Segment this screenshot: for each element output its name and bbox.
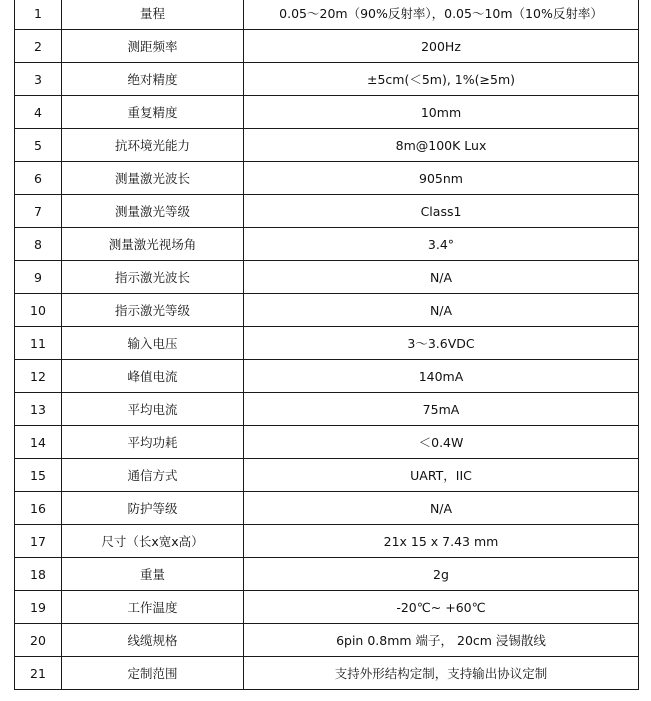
table-row bbox=[15, 96, 639, 129]
table-row bbox=[15, 657, 639, 690]
spec-item: 平均电流 bbox=[62, 393, 244, 426]
spec-value: 6pin 0.8mm 端子， 20cm 浸锡散线 bbox=[244, 624, 639, 657]
spec-value: 140mA bbox=[244, 360, 639, 393]
row-number: 12 bbox=[15, 360, 62, 393]
row-number: 17 bbox=[15, 525, 62, 558]
spec-item: 定制范围 bbox=[62, 657, 244, 690]
spec-item: 指示激光等级 bbox=[62, 294, 244, 327]
spec-value: 3～3.6VDC bbox=[244, 327, 639, 360]
row-number: 15 bbox=[15, 459, 62, 492]
row-number: 11 bbox=[15, 327, 62, 360]
table-row bbox=[15, 162, 639, 195]
row-number: 21 bbox=[15, 657, 62, 690]
spec-item: 峰值电流 bbox=[62, 360, 244, 393]
spec-value: 8m@100K Lux bbox=[244, 129, 639, 162]
spec-item: 尺寸（长x宽x高） bbox=[62, 525, 244, 558]
spec-value: ±5cm(＜5m), 1%(≥5m) bbox=[244, 63, 639, 96]
table-row bbox=[15, 591, 639, 624]
table-row bbox=[15, 195, 639, 228]
spec-item: 绝对精度 bbox=[62, 63, 244, 96]
spec-item: 线缆规格 bbox=[62, 624, 244, 657]
table-row bbox=[15, 0, 639, 30]
spec-item: 抗环境光能力 bbox=[62, 129, 244, 162]
row-number: 14 bbox=[15, 426, 62, 459]
row-number: 10 bbox=[15, 294, 62, 327]
row-number: 3 bbox=[15, 63, 62, 96]
spec-item: 测量激光等级 bbox=[62, 195, 244, 228]
spec-value: UART，IIC bbox=[244, 459, 639, 492]
table-row bbox=[15, 63, 639, 96]
table-row bbox=[15, 360, 639, 393]
table-row bbox=[15, 393, 639, 426]
spec-value: 905nm bbox=[244, 162, 639, 195]
table-row bbox=[15, 525, 639, 558]
spec-table bbox=[14, 0, 639, 690]
spec-value: 支持外形结构定制，支持输出协议定制 bbox=[244, 657, 639, 690]
spec-item: 输入电压 bbox=[62, 327, 244, 360]
row-number: 6 bbox=[15, 162, 62, 195]
spec-item: 指示激光波长 bbox=[62, 261, 244, 294]
table-row bbox=[15, 261, 639, 294]
table-row bbox=[15, 426, 639, 459]
table-row bbox=[15, 492, 639, 525]
row-number: 4 bbox=[15, 96, 62, 129]
table-row bbox=[15, 624, 639, 657]
spec-item: 重复精度 bbox=[62, 96, 244, 129]
spec-item: 平均功耗 bbox=[62, 426, 244, 459]
spec-value: 10mm bbox=[244, 96, 639, 129]
table-row bbox=[15, 228, 639, 261]
row-number: 20 bbox=[15, 624, 62, 657]
spec-table-body bbox=[15, 0, 639, 690]
spec-value: -20℃~ +60℃ bbox=[244, 591, 639, 624]
table-row bbox=[15, 294, 639, 327]
spec-item: 防护等级 bbox=[62, 492, 244, 525]
spec-item: 工作温度 bbox=[62, 591, 244, 624]
spec-item: 通信方式 bbox=[62, 459, 244, 492]
spec-value: 2g bbox=[244, 558, 639, 591]
spec-value: N/A bbox=[244, 492, 639, 525]
spec-value: 200Hz bbox=[244, 30, 639, 63]
spec-item: 量程 bbox=[62, 0, 244, 30]
spec-item: 测距频率 bbox=[62, 30, 244, 63]
row-number: 18 bbox=[15, 558, 62, 591]
table-row bbox=[15, 30, 639, 63]
table-row bbox=[15, 129, 639, 162]
spec-item: 测量激光视场角 bbox=[62, 228, 244, 261]
row-number: 9 bbox=[15, 261, 62, 294]
table-row bbox=[15, 327, 639, 360]
spec-value: Class1 bbox=[244, 195, 639, 228]
spec-value: 3.4° bbox=[244, 228, 639, 261]
spec-value: 75mA bbox=[244, 393, 639, 426]
table-row bbox=[15, 459, 639, 492]
row-number: 16 bbox=[15, 492, 62, 525]
spec-value: N/A bbox=[244, 261, 639, 294]
spec-value: 0.05～20m（90%反射率），0.05～10m（10%反射率） bbox=[244, 0, 639, 30]
spec-value: ＜0.4W bbox=[244, 426, 639, 459]
table-row bbox=[15, 558, 639, 591]
toolbar-strip bbox=[400, 695, 651, 701]
spec-value: 21x 15 x 7.43 mm bbox=[244, 525, 639, 558]
row-number: 5 bbox=[15, 129, 62, 162]
spec-item: 测量激光波长 bbox=[62, 162, 244, 195]
spec-value: N/A bbox=[244, 294, 639, 327]
row-number: 19 bbox=[15, 591, 62, 624]
row-number: 13 bbox=[15, 393, 62, 426]
row-number: 7 bbox=[15, 195, 62, 228]
row-number: 1 bbox=[15, 0, 62, 30]
row-number: 2 bbox=[15, 30, 62, 63]
spec-item: 重量 bbox=[62, 558, 244, 591]
row-number: 8 bbox=[15, 228, 62, 261]
